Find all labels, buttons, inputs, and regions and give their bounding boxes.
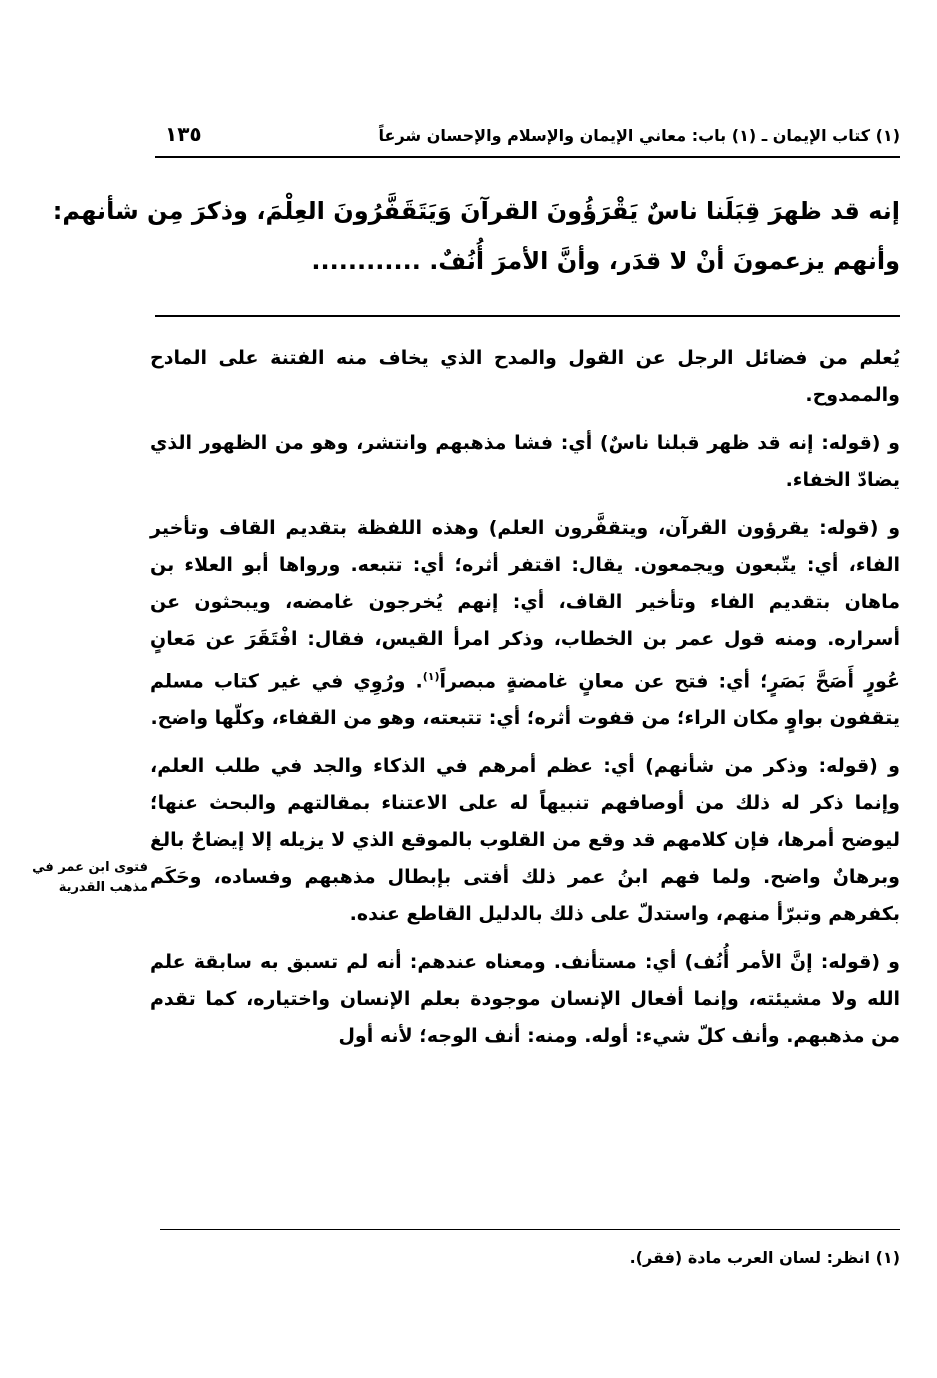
margin-note: فتوى ابن عمر في مذهب القدرية: [32, 860, 148, 895]
footnote-reference[interactable]: (١): [422, 670, 440, 683]
hadith-line-2-text: وأنهم يزعمونَ أنْ لا قدَر، وأنَّ الأمرَ أُنُفٌ.: [429, 247, 900, 275]
commentary-paragraph-3-tail: . ورُوِي في غير كتاب مسلم يتقفون بواوٍ مكان الراء؛ من قفوت أثره؛ أي: تتبعته، وهو من القفاء، وكلّها واضح.: [150, 670, 900, 730]
commentary-paragraph-3-text: و (قوله: يقرؤون القرآن، ويتقفَّرون العلم) وهذه اللفظة بتقديم القاف وتأخير الفاء، أي: يتّبعون ويجمعون. يقال: اقتفر أثره؛ أي: تتبعه. ورواها أبو العلاء بن ماهان بتقديم الفاء وتأخير القاف، أي: إنهم يُخرجون غامضه، ويبحثون عن أسراره. ومنه قول عمر بن الخطاب، وذكر امرأ القيس، فقال: افْتَقَرَ عن مَعانٍ عُورٍ أَصَحَّ بَصَرٍ؛ أي: فتح عن معانٍ غامضةٍ مبصراً: [150, 517, 900, 693]
footnote-divider: [160, 1229, 900, 1230]
running-header: [155, 122, 900, 158]
commentary-paragraph-2: و (قوله: إنه قد ظهر قبلنا ناسٌ) أي: فشا مذهبهم وانتشر، وهو من الظهور الذي يضادّ الخفاء.: [150, 432, 900, 491]
commentary-paragraph-5: و (قوله: إنَّ الأمر أُنُف) أي: مستأنف. ومعناه عندهم: أنه لم تسبق به سابقة علم الله ولا مشيئته، وإنما أفعال الإنسان موجودة بعلم الإنسان واختياره، كما تقدم من مذهبهم. وأنف كلّ شيء: أوله. ومنه: أنف الوجه؛ لأنه أول: [150, 951, 900, 1048]
footnote: (١) انظر: لسان العرب مادة (فقر).: [629, 1248, 900, 1267]
page-number: ١٣٥: [165, 122, 202, 146]
hadith-text: [52, 186, 900, 286]
commentary-body: [150, 340, 900, 1066]
chapter-title: (١) كتاب الإيمان ـ (١) باب: معاني الإيمان والإسلام والإحسان شرعاً: [378, 126, 900, 145]
header-divider: [155, 156, 900, 158]
hadith-line-1: إنه قد ظهرَ قِبَلَنا ناسٌ يَقْرَؤُونَ القرآنَ وَيَتَقَفَّرُونَ العِلْمَ، وذكرَ مِن شأنهم:: [52, 197, 900, 225]
ellipsis-dots: ............: [311, 247, 421, 275]
commentary-paragraph-3: [150, 510, 900, 737]
commentary-paragraph-4: و (قوله: وذكر من شأنهم) أي: عظم أمرهم في الذكاء والجد في طلب العلم، وإنما ذكر له ذلك من أوصافهم تنبيهاً له على الاعتناء بمقالتهم والبحث عنها؛ ليوضح أمرها، فإن كلامهم قد وقع من القلوب بالموقع الذي لا يزيله إلا إيضاحٌ بالغ وبرهانٌ واضح. ولما فهم ابنُ عمر ذلك أفتى بإبطال مذهبهم وفساده، وحَكَم بكفرهم وتبرّأ منهم، واستدلّ على ذلك بالدليل القاطع عنده.: [150, 755, 900, 926]
section-divider: [155, 315, 900, 317]
commentary-paragraph-1: يُعلم من فضائل الرجل عن القول والمدح الذي يخاف منه الفتنة على المادح والممدوح.: [150, 347, 900, 406]
hadith-line-2: [150, 236, 900, 286]
